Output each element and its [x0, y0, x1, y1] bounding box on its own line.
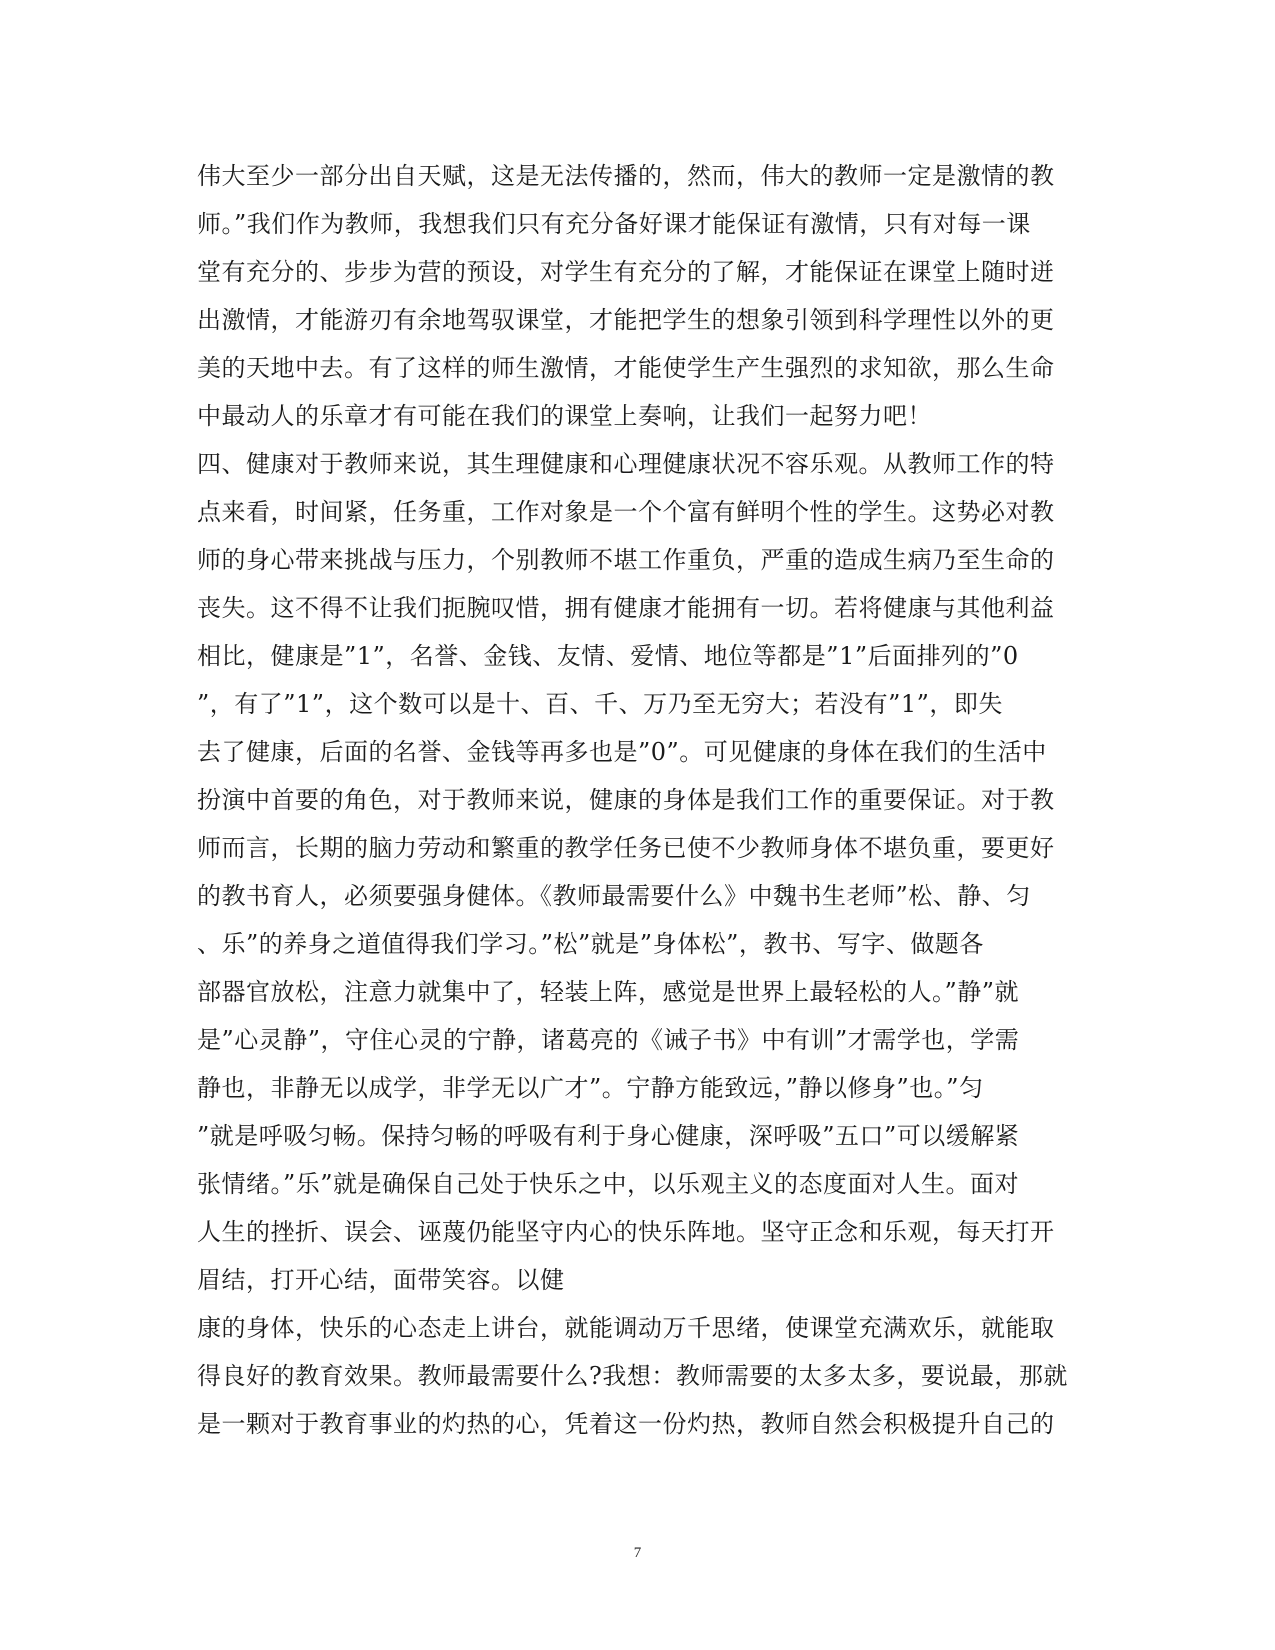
body-text — [197, 152, 1087, 1448]
page-number: 7 — [633, 1545, 642, 1561]
text-line: 相比，健康是”1”，名誉、金钱、友情、爱情、地位等都是”1”后面排列的”0 — [197, 642, 1019, 670]
text-line: 是一颗对于教育事业的灼热的心，凭着这一份灼热，教师自然会积极提升自己的 — [197, 1410, 1055, 1438]
text-line: ”就是呼吸匀畅。保持匀畅的呼吸有利于身心健康，深呼吸”五口”可以缓解紧 — [197, 1122, 1020, 1150]
text-line: 是”心灵静”，守住心灵的宁静，诸葛亮的《诫子书》中有训”才需学也，学需 — [197, 1026, 1020, 1054]
text-line: ”，有了”1”，这个数可以是十、百、千、万乃至无穷大；若没有”1”，即失 — [197, 690, 1003, 718]
text-line: 中最动人的乐章才有可能在我们的课堂上奏响，让我们一起努力吧！ — [197, 402, 932, 430]
text-line: 的教书育人，必须要强身健体。《教师最需要什么》中魏书生老师”松、静、匀 — [197, 882, 1031, 910]
text-line: 出激情，才能游刃有余地驾驭课堂，才能把学生的想象引领到科学理性以外的更 — [197, 306, 1055, 334]
text-line: 师。”我们作为教师，我想我们只有充分备好课才能保证有激情，只有对每一课 — [197, 210, 1031, 238]
text-line: 四、健康对于教师来说，其生理健康和心理健康状况不容乐观。从教师工作的特 — [197, 450, 1055, 478]
text-line: 师而言，长期的脑力劳动和繁重的教学任务已使不少教师身体不堪负重，要更好 — [197, 834, 1055, 862]
text-line: 人生的挫折、误会、诬蔑仍能坚守内心的快乐阵地。坚守正念和乐观，每天打开 — [197, 1218, 1055, 1246]
text-line: 美的天地中去。有了这样的师生激情，才能使学生产生强烈的求知欲，那么生命 — [197, 354, 1055, 382]
text-line: 、乐”的养身之道值得我们学习。”松”就是”身体松”，教书、写字、做题各 — [197, 930, 984, 958]
text-line: 丧失。这不得不让我们扼腕叹惜，拥有健康才能拥有一切。若将健康与其他利益 — [197, 594, 1055, 622]
text-line: 部器官放松，注意力就集中了，轻装上阵，感觉是世界上最轻松的人。”静”就 — [197, 978, 1020, 1006]
text-line: 伟大至少一部分出自天赋，这是无法传播的，然而，伟大的教师一定是激情的教 — [197, 162, 1055, 190]
text-line: 扮演中首要的角色，对于教师来说，健康的身体是我们工作的重要保证。对于教 — [197, 786, 1055, 814]
text-line: 康的身体，快乐的心态走上讲台，就能调动万千思绪，使课堂充满欢乐，就能取 — [197, 1314, 1055, 1342]
text-line: 得良好的教育效果。教师最需要什么?我想：教师需要的太多太多，要说最，那就 — [197, 1362, 1068, 1390]
text-line: 师的身心带来挑战与压力，个别教师不堪工作重负，严重的造成生病乃至生命的 — [197, 546, 1055, 574]
text-line: 点来看，时间紧，任务重，工作对象是一个个富有鲜明个性的学生。这势必对教 — [197, 498, 1055, 526]
text-line: 眉结，打开心结，面带笑容。以健 — [197, 1266, 565, 1294]
text-line: 静也，非静无以成学，非学无以广才”。宁静方能致远，”静以修身”也。”匀 — [197, 1074, 984, 1102]
text-line: 张情绪。”乐”就是确保自己处于快乐之中，以乐观主义的态度面对人生。面对 — [197, 1170, 1020, 1198]
text-line: 堂有充分的、步步为营的预设，对学生有充分的了解，才能保证在课堂上随时迸 — [197, 258, 1055, 286]
text-line: 去了健康，后面的名誉、金钱等再多也是”0”。可见健康的身体在我们的生活中 — [197, 738, 1047, 766]
